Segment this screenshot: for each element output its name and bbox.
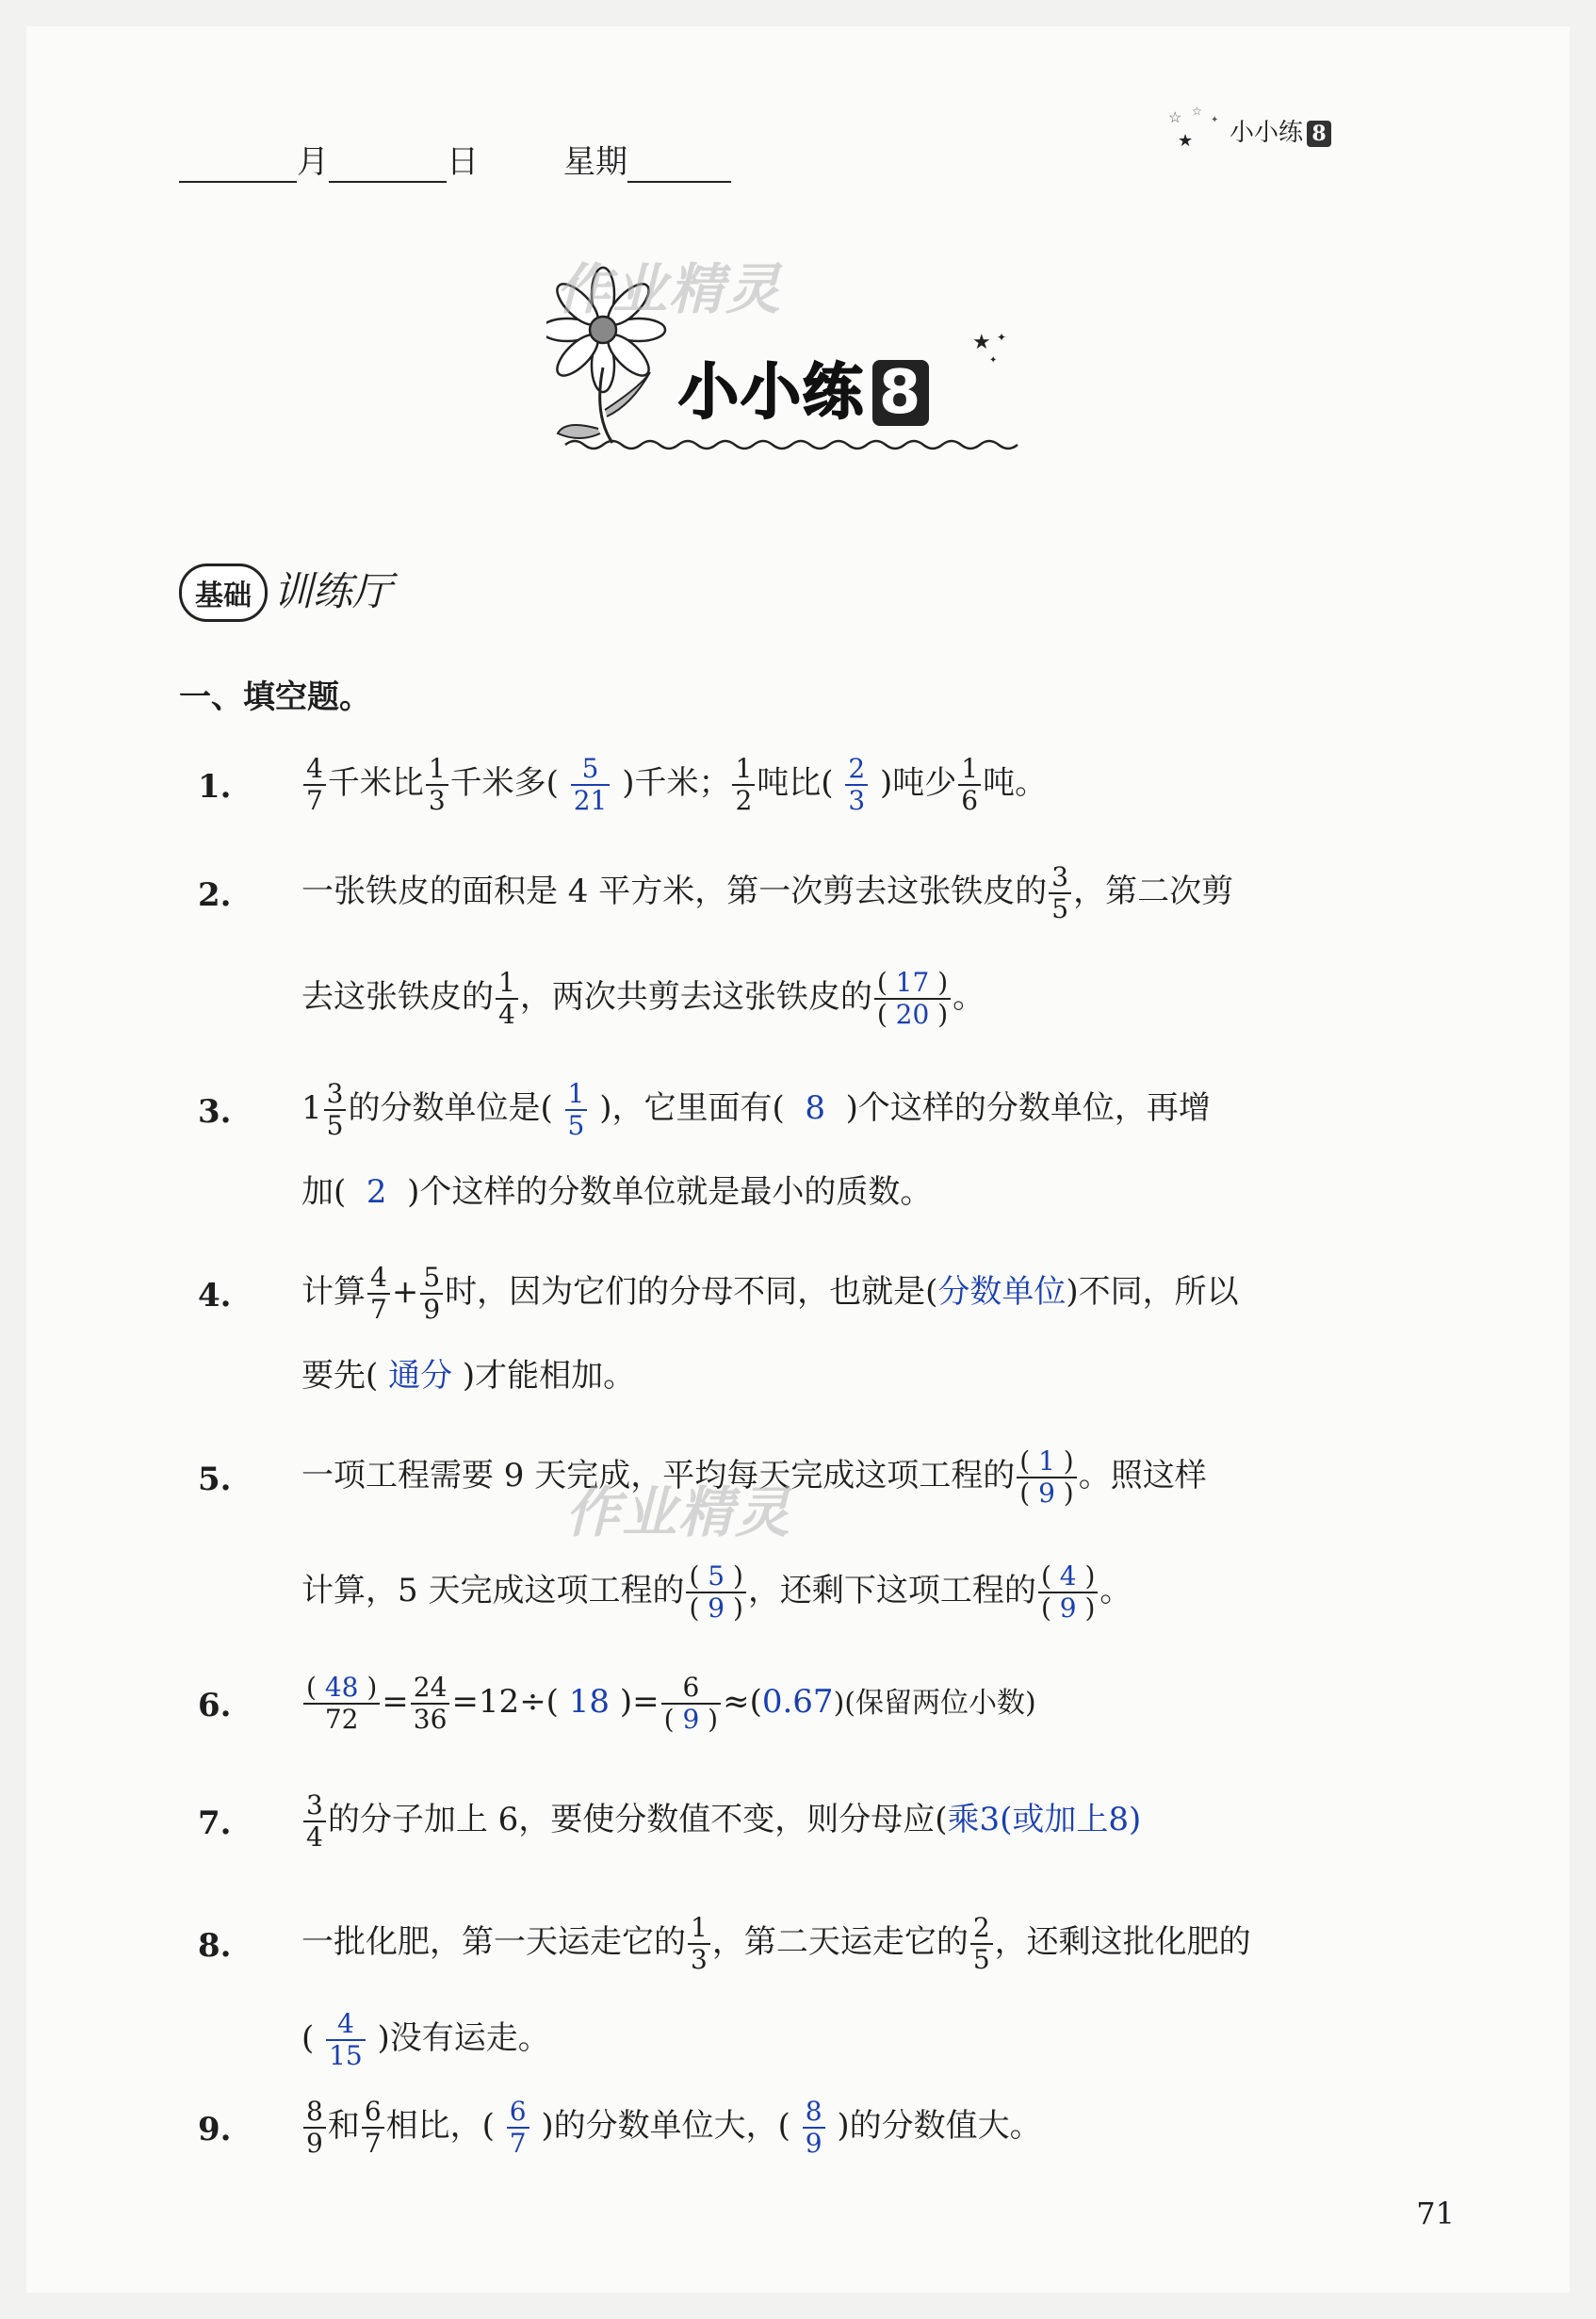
question-line xyxy=(301,1913,1251,1975)
fraction: $\frac{1}{3}$ xyxy=(688,1913,710,1975)
question-number: 2. xyxy=(198,876,232,914)
text: )= xyxy=(619,1683,660,1721)
fraction: $\frac{3}{5}$ xyxy=(324,1079,347,1141)
fraction: $\frac{4}{7}$ xyxy=(367,1263,390,1325)
question-line xyxy=(301,1168,932,1216)
fraction: $\frac{6}{7}$ xyxy=(362,2097,384,2159)
question-line xyxy=(301,2097,1042,2159)
svg-text:✦: ✦ xyxy=(1211,115,1219,125)
question-number: 1. xyxy=(198,768,232,806)
fraction: $\frac{3}{4}$ xyxy=(303,1790,326,1853)
page-title-text: 小小练 xyxy=(678,358,865,428)
answer-fraction[interactable]: $\frac{6}{( 9 )}$ xyxy=(661,1673,721,1735)
month-label: 月 xyxy=(297,143,329,181)
fraction: $\frac{24}{36}$ xyxy=(411,1673,450,1735)
watermark-top: 作业精灵 xyxy=(556,257,783,321)
question-number: 3. xyxy=(198,1093,232,1131)
question-number: 5. xyxy=(198,1461,232,1498)
question-line xyxy=(301,1673,1036,1735)
page-title-number: 8 xyxy=(872,360,929,426)
text: )个这样的分数单位，再增 xyxy=(845,1089,1211,1127)
question-number: 8. xyxy=(198,1927,232,1965)
text: 千米比 xyxy=(327,764,424,802)
text: 。 xyxy=(953,978,985,1016)
text: ，还剩下这项工程的 xyxy=(747,1572,1036,1609)
fraction: $\frac{2}{5}$ xyxy=(970,1913,993,1975)
text: 的分子加上 6，要使分数值不变，则分母应( xyxy=(327,1801,948,1838)
mixed-whole: 1 xyxy=(301,1089,322,1127)
answer-fraction[interactable]: $\frac{6}{7}$ xyxy=(507,2097,529,2159)
text: 相比，( xyxy=(385,2107,495,2145)
day-label: 日 xyxy=(447,143,479,181)
fraction: $\frac{4}{7}$ xyxy=(303,754,326,816)
text: 一批化肥，第一天运走它的 xyxy=(301,1923,686,1961)
answer-blank[interactable]: 18 xyxy=(568,1683,611,1721)
svg-text:★: ★ xyxy=(972,331,991,354)
svg-text:★: ★ xyxy=(1178,131,1194,151)
question-line xyxy=(301,754,1047,816)
question-line xyxy=(301,862,1233,924)
fraction: $\frac{1}{4}$ xyxy=(496,968,518,1030)
watermark-middle: 作业精灵 xyxy=(565,1480,792,1544)
question-line xyxy=(301,1352,635,1399)
text: 吨。 xyxy=(983,764,1048,802)
text: )没有运走。 xyxy=(377,2019,550,2057)
answer-blank[interactable]: 分数单位 xyxy=(937,1273,1067,1311)
fraction: $\frac{8}{9}$ xyxy=(303,2097,326,2159)
text: 加( xyxy=(301,1173,347,1211)
text: )，它里面有( xyxy=(599,1089,785,1127)
text: 一张铁皮的面积是 4 平方米，第一次剪去这张铁皮的 xyxy=(301,873,1048,910)
answer-fraction[interactable]: $\frac{( 1 )}{( 9 )}$ xyxy=(1017,1446,1076,1509)
text: )个这样的分数单位就是最小的质数。 xyxy=(407,1173,933,1211)
fraction: $\frac{3}{5}$ xyxy=(1049,862,1071,924)
section-tag xyxy=(179,561,392,622)
text: 计算，5 天完成这项工程的 xyxy=(301,1572,685,1609)
svg-text:✦: ✦ xyxy=(989,355,998,366)
day-blank[interactable] xyxy=(329,181,447,183)
answer-fraction[interactable]: $\frac{8}{9}$ xyxy=(803,2097,825,2159)
fraction: $\frac{5}{9}$ xyxy=(420,1263,443,1325)
answer-fraction[interactable]: $\frac{5}{21}$ xyxy=(571,754,611,816)
text: ( xyxy=(301,2019,315,2057)
text: 计算 xyxy=(301,1273,366,1311)
text: ，还剩这批化肥的 xyxy=(994,1923,1251,1961)
date-header xyxy=(179,141,731,183)
text: 和 xyxy=(327,2107,360,2145)
text: ，第二天运走它的 xyxy=(711,1923,969,1961)
text: )的分数单位大，( xyxy=(541,2107,790,2145)
weekday-label: 星期 xyxy=(563,143,627,181)
question-number: 6. xyxy=(198,1687,232,1724)
svg-text:✦: ✦ xyxy=(997,331,1007,344)
text: )千米； xyxy=(622,764,731,802)
svg-text:☆: ☆ xyxy=(1192,105,1202,118)
weekday-blank[interactable] xyxy=(627,181,731,183)
question-number: 4. xyxy=(198,1277,232,1315)
question-number: 9. xyxy=(198,2111,232,2148)
text: )吨少 xyxy=(880,764,957,802)
answer-fraction[interactable]: $\frac{( 4 )}{( 9 )}$ xyxy=(1038,1561,1098,1624)
section-heading: 一、填空题。 xyxy=(179,678,371,716)
month-blank[interactable] xyxy=(179,181,297,183)
stars-icon xyxy=(1164,104,1230,160)
question-line xyxy=(301,968,985,1030)
answer-fraction[interactable]: $\frac{( 17 )}{( 20 )}$ xyxy=(874,968,951,1030)
svg-text:☆: ☆ xyxy=(1168,108,1182,126)
corner-label: 小小练 xyxy=(1230,119,1304,147)
text: 要先( xyxy=(301,1357,379,1395)
answer-blank[interactable]: 2 xyxy=(366,1173,387,1211)
answer-fraction[interactable]: $\frac{2}{3}$ xyxy=(845,754,868,816)
equals-sign: = xyxy=(382,1683,409,1721)
text: ，第二次剪 xyxy=(1073,873,1234,910)
fraction: $\frac{1}{6}$ xyxy=(958,754,981,816)
title-block xyxy=(546,245,1036,462)
text: 的分数单位是( xyxy=(348,1089,553,1127)
question-number: 7. xyxy=(198,1805,232,1842)
answer-fraction[interactable]: $\frac{4}{15}$ xyxy=(326,2009,366,2071)
fraction: $\frac{1}{3}$ xyxy=(426,754,448,816)
text: )不同，所以 xyxy=(1066,1273,1239,1311)
question-line xyxy=(301,1790,1141,1853)
text: 一项工程需要 9 天完成，平均每天完成这项工程的 xyxy=(301,1457,1016,1494)
answer-blank[interactable]: 0.67 xyxy=(761,1683,834,1721)
text: )(保留两位小数) xyxy=(833,1687,1036,1720)
corner-number: 8 xyxy=(1307,121,1331,147)
corner-badge xyxy=(1168,105,1331,151)
fraction: $\frac{1}{2}$ xyxy=(732,754,755,816)
text: 去这张铁皮的 xyxy=(301,978,494,1016)
text: )才能相加。 xyxy=(462,1357,636,1395)
answer-fraction[interactable]: $\frac{( 48 )}{72}$ xyxy=(303,1673,380,1735)
text: )的分数值大。 xyxy=(837,2107,1042,2145)
question-line xyxy=(301,2009,550,2071)
text: =12÷( xyxy=(451,1683,559,1721)
question-line xyxy=(301,1079,1211,1141)
text: 吨比( xyxy=(757,764,834,802)
answer-fraction[interactable]: $\frac{( 5 )}{( 9 )}$ xyxy=(686,1561,745,1624)
answer-fraction[interactable]: $\frac{1}{5}$ xyxy=(565,1079,588,1141)
approx-sign: ≈( xyxy=(723,1683,762,1721)
page-title xyxy=(678,344,929,431)
text: 千米多( xyxy=(449,764,559,802)
text: 。照这样 xyxy=(1078,1457,1207,1494)
text: ，两次共剪去这张铁皮的 xyxy=(519,978,872,1016)
section-tag-rest: 训练厅 xyxy=(273,568,393,614)
page-number: 71 xyxy=(1416,2196,1455,2231)
answer-blank[interactable]: 通分 xyxy=(388,1357,453,1395)
question-line xyxy=(301,1561,1132,1624)
answer-blank[interactable]: 8 xyxy=(805,1089,825,1127)
text: 。 xyxy=(1099,1572,1132,1609)
text: 时，因为它们的分母不同，也就是( xyxy=(445,1273,938,1311)
section-tag-bubble: 基础 xyxy=(179,563,268,622)
answer-blank[interactable]: 乘3(或加上8) xyxy=(947,1801,1142,1838)
plus-sign: + xyxy=(391,1273,419,1311)
question-line xyxy=(301,1263,1239,1325)
